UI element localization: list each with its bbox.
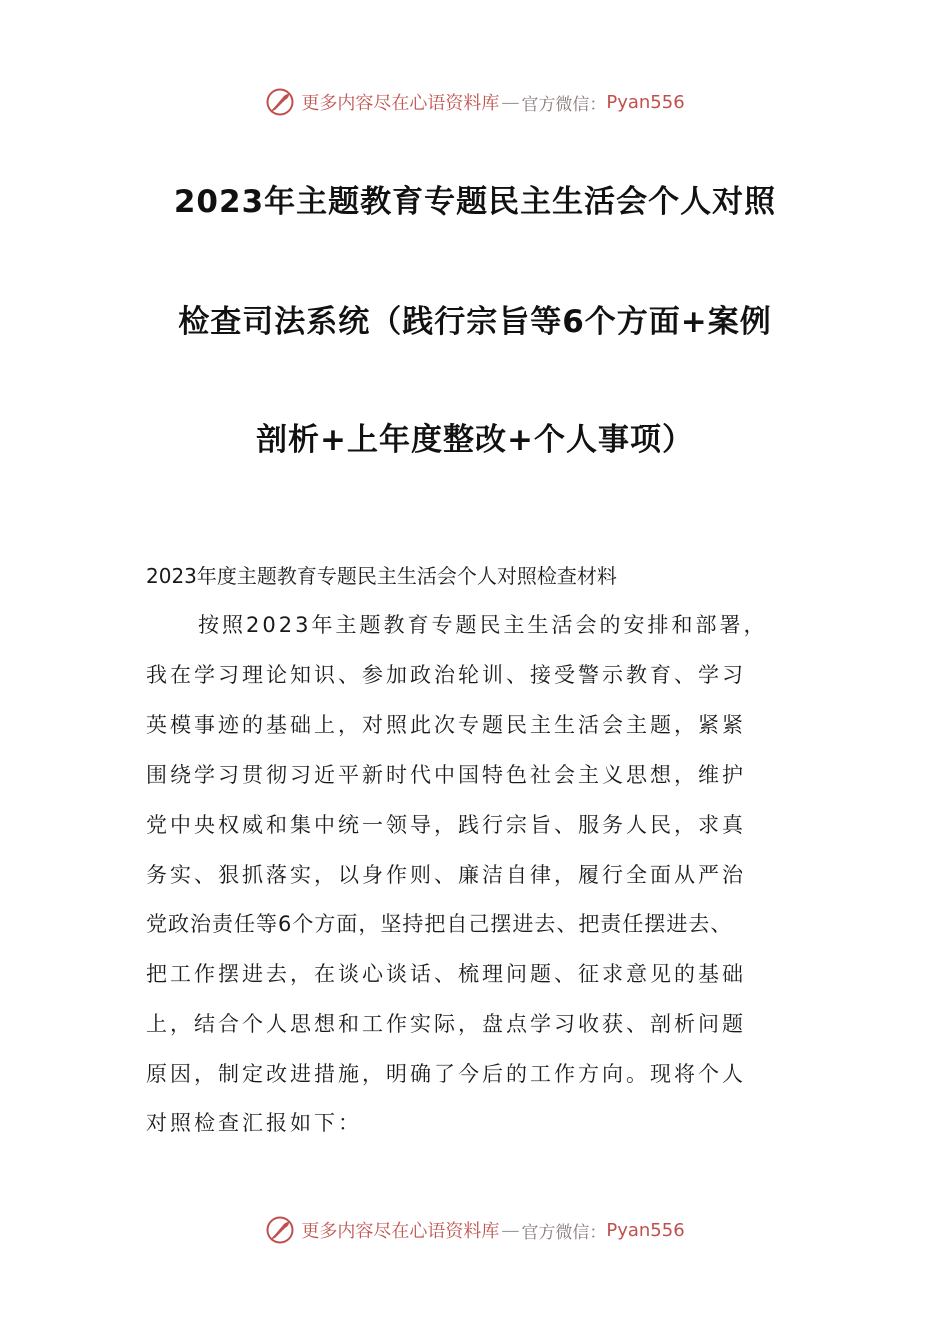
watermark-wechat-id: Pyan556 — [606, 1219, 685, 1241]
body-line-6: 务实、狠抓落实，以身作则、廉洁自律，履行全面从严治 — [146, 863, 746, 887]
body-line-10: 原因，制定改进措施，明确了今后的工作方向。现将个人 — [146, 1062, 746, 1086]
watermark-site-text: 更多内容尽在心语资料库 — [301, 1221, 500, 1242]
body-line-5: 党中央权威和集中统一领导，践行宗旨、服务人民，求真 — [146, 813, 746, 837]
body-line-4: 围绕学习贯彻习近平新时代中国特色社会主义思想，维护 — [146, 763, 746, 787]
body-line-1: 按照2023年主题教育专题民主生活会的安排和部署， — [198, 613, 768, 637]
watermark-wechat-label: 官方微信： — [521, 94, 607, 115]
body-line-2: 我在学习理论知识、参加政治轮训、接受警示教育、学习 — [146, 663, 746, 687]
body-line-11: 对照检查汇报如下： — [146, 1111, 362, 1135]
watermark-wechat-label: 官方微信： — [521, 1222, 607, 1243]
document-subheading: 2023年度主题教育专题民主生活会个人对照检查材料 — [146, 564, 617, 588]
watermark-banner-bottom — [0, 1210, 950, 1250]
watermark-site-text: 更多内容尽在心语资料库 — [301, 93, 500, 114]
body-line-9: 上，结合个人思想和工作实际，盘点学习收获、剖析问题 — [146, 1012, 746, 1036]
document-title-line-3: 剖析+上年度整改+个人事项） — [256, 422, 694, 458]
body-line-8: 把工作摆进去，在谈心谈话、梳理问题、征求意见的基础 — [146, 962, 746, 986]
watermark-wechat-id: Pyan556 — [606, 91, 685, 113]
quill-pen-icon — [265, 87, 295, 117]
watermark-separator: — — [501, 91, 520, 113]
watermark-separator: — — [501, 1219, 520, 1241]
body-line-7: 党政治责任等6个方面，坚持把自己摆进去、把责任摆进去、 — [146, 912, 733, 936]
quill-pen-icon — [265, 1215, 295, 1245]
document-title-line-2: 检查司法系统（践行宗旨等6个方面+案例 — [178, 304, 772, 340]
body-line-3: 英模事迹的基础上，对照此次专题民主生活会主题，紧紧 — [146, 713, 746, 737]
document-title-line-1: 2023年主题教育专题民主生活会个人对照 — [173, 184, 777, 220]
watermark-banner-top — [0, 82, 950, 122]
